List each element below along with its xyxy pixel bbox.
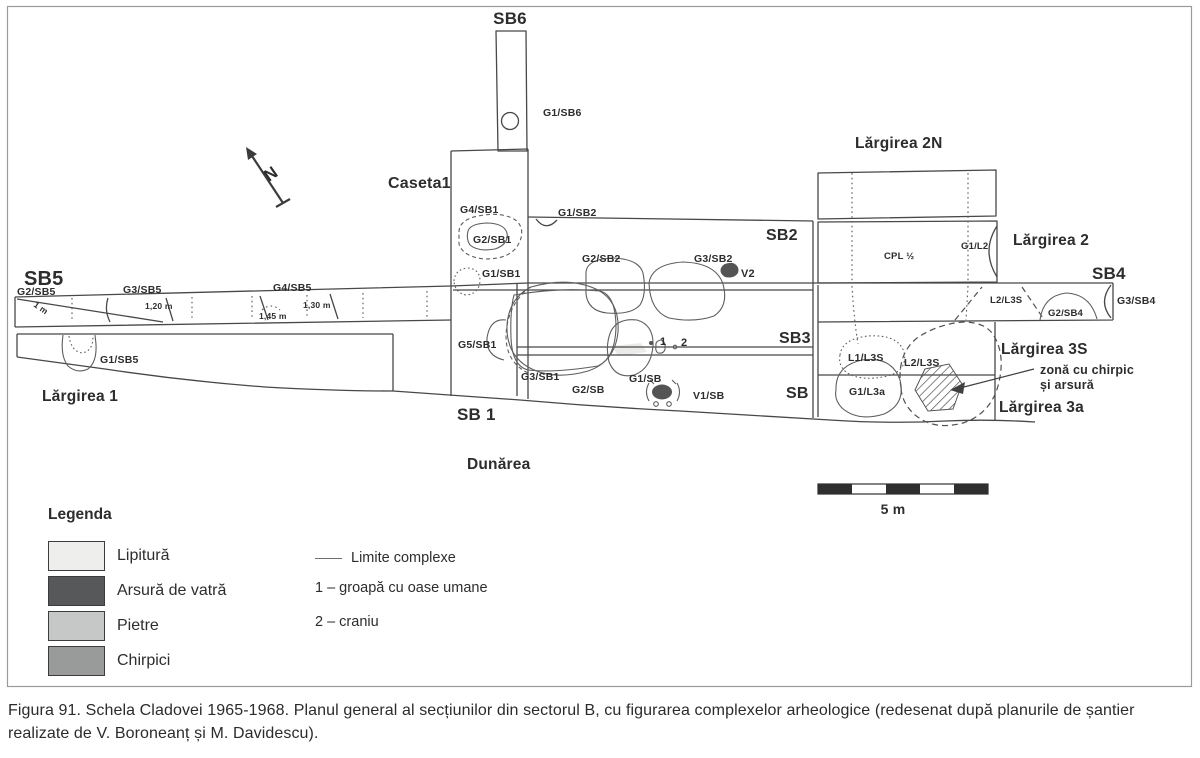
label-g1-l3a: G1/L3a bbox=[849, 386, 886, 398]
label-l2-l3s-band: L2/L3S bbox=[990, 295, 1023, 306]
label-g1-sb1: G1/SB1 bbox=[482, 268, 521, 280]
zona-pointer-line bbox=[960, 369, 1034, 388]
north-letter: N bbox=[260, 162, 282, 186]
legend-note-craniu: 2 – craniu bbox=[315, 614, 379, 630]
label-sb4: SB4 bbox=[1092, 264, 1126, 283]
lipitura-patch bbox=[612, 343, 647, 356]
measure-130m: 1,30 m bbox=[303, 300, 331, 310]
label-g1-sb2: G1/SB2 bbox=[558, 207, 597, 219]
label-largirea-2n: Lărgirea 2N bbox=[855, 135, 943, 152]
scale-bar-label: 5 m bbox=[880, 501, 906, 517]
central-pit-b bbox=[507, 282, 618, 375]
swatch-pietre bbox=[48, 611, 105, 641]
label-g2-sb2: G2/SB2 bbox=[582, 253, 621, 265]
marker-2: 2 bbox=[681, 337, 688, 349]
label-g3-sb5: G3/SB5 bbox=[123, 284, 162, 296]
label-g1-l2: G1/L2 bbox=[961, 241, 989, 252]
g1-sb6-pit bbox=[502, 113, 519, 130]
label-g3-sb2: G3/SB2 bbox=[694, 253, 733, 265]
largirea-1-block bbox=[17, 334, 393, 391]
label-l1-l3s: L1/L3S bbox=[848, 352, 884, 364]
g3-sb2-pit bbox=[649, 262, 725, 320]
north-arrowhead bbox=[246, 147, 257, 160]
label-l2-l3s: L2/L3S bbox=[904, 357, 940, 369]
largirea-2n-block bbox=[818, 170, 996, 219]
g1-sb1-pit bbox=[454, 268, 480, 295]
north-arrow bbox=[246, 147, 290, 207]
label-largirea-1: Lărgirea 1 bbox=[42, 388, 119, 405]
label-caseta1: Caseta1 bbox=[388, 175, 451, 192]
marker-1: 1 bbox=[660, 336, 667, 348]
label-dunarea: Dunărea bbox=[467, 456, 531, 473]
label-v1-sb: V1/SB bbox=[693, 390, 725, 402]
label-g2-sb: G2/SB bbox=[572, 384, 605, 396]
legend-title: Legenda bbox=[48, 506, 112, 523]
scale-bar bbox=[818, 484, 988, 517]
legend-item-chirpici: Chirpici bbox=[48, 646, 808, 676]
measure-1m: 1 m bbox=[31, 299, 51, 317]
v2-feature bbox=[721, 263, 739, 278]
central-pit-a bbox=[511, 290, 616, 371]
measure-120m: 1,20 m bbox=[145, 301, 173, 311]
label-sb6: SB6 bbox=[493, 9, 527, 28]
plan-linework bbox=[15, 31, 1113, 422]
g1-sb2-pit bbox=[536, 219, 557, 226]
legend-item-lipitura: Lipitură bbox=[48, 541, 808, 571]
v1-feature bbox=[652, 385, 672, 400]
zona-annotation-line1: zonă cu chirpic bbox=[1040, 363, 1134, 377]
zona-annotation-line2: și arsură bbox=[1040, 378, 1094, 392]
g1-l2-arc bbox=[989, 226, 997, 277]
label-sb: SB bbox=[786, 385, 809, 402]
measure-145m: 1,45 m bbox=[259, 311, 287, 321]
label-v2: V2 bbox=[741, 268, 755, 280]
g2-sb2-pit bbox=[586, 258, 644, 313]
label-g2-sb1: G2/SB1 bbox=[473, 234, 512, 246]
label-g1-sb6: G1/SB6 bbox=[543, 107, 582, 119]
label-sb5: SB5 bbox=[24, 268, 64, 290]
label-sb3: SB3 bbox=[779, 330, 811, 347]
swatch-arsura bbox=[48, 576, 105, 606]
legend bbox=[48, 506, 808, 681]
swatch-chirpici bbox=[48, 646, 105, 676]
g3-sb4-arc bbox=[1105, 285, 1112, 318]
label-g2-sb4: G2/SB4 bbox=[1048, 308, 1083, 319]
legend-item-limite: Limite complexe bbox=[315, 550, 456, 566]
legend-item-pietre: Pietre bbox=[48, 611, 808, 641]
label-g3-sb1: G3/SB1 bbox=[521, 371, 560, 383]
label-g4-sb5: G4/SB5 bbox=[273, 282, 312, 294]
legend-note-groapa: 1 – groapă cu oase umane bbox=[315, 580, 488, 596]
label-largirea-2: Lărgirea 2 bbox=[1013, 232, 1090, 249]
dotted-lines bbox=[72, 173, 968, 344]
label-sb1: SB 1 bbox=[457, 405, 496, 424]
label-g1-sb: G1/SB bbox=[629, 373, 662, 385]
sb6-trench-outline bbox=[496, 31, 527, 151]
label-g5-sb1: G5/SB1 bbox=[458, 339, 497, 351]
label-g4-sb1: G4/SB1 bbox=[460, 204, 499, 216]
label-sb2: SB2 bbox=[766, 227, 798, 244]
label-g3-sb4: G3/SB4 bbox=[1117, 295, 1156, 307]
figure-caption: Figura 91. Schela Cladovei 1965-1968. Planul general al secțiunilor din sectorul B, cu figurarea complexelor arheologice (redesenat după planurile de șantier realizate de V. Boroneanț și M. Davidescu). bbox=[8, 702, 1135, 742]
label-largirea-3s: Lărgirea 3S bbox=[1001, 341, 1088, 358]
label-largirea-3a: Lărgirea 3a bbox=[999, 399, 1084, 416]
sb5-band-dividers bbox=[17, 294, 338, 322]
legend-item-arsura: Arsură de vatră bbox=[48, 576, 808, 606]
swatch-lipitura bbox=[48, 541, 105, 571]
label-cpl: CPL ½ bbox=[884, 251, 915, 262]
label-g2-sb5: G2/SB5 bbox=[17, 286, 56, 298]
label-g1-sb5: G1/SB5 bbox=[100, 354, 139, 366]
limite-line-symbol bbox=[315, 558, 342, 559]
